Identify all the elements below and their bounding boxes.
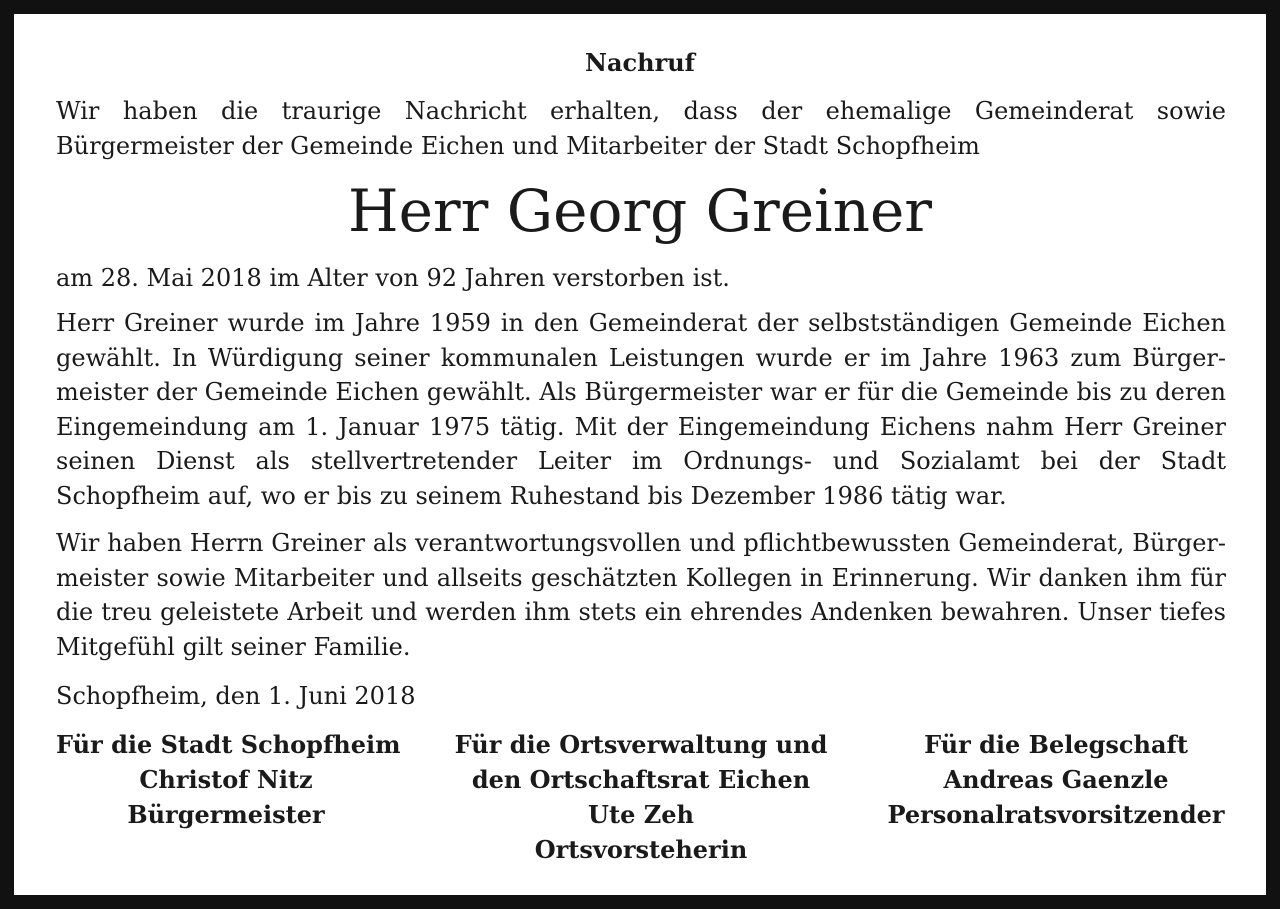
signatories [56, 727, 1226, 867]
signer-role: Personalratsvorsitzender [887, 800, 1225, 829]
signer-local-administration [431, 727, 851, 867]
signer-role: Ortsvorsteherin [534, 835, 748, 864]
signer-city [56, 727, 401, 867]
signer-person: Ute Zeh [588, 800, 694, 829]
signer-role: Bürgermeister [127, 800, 325, 829]
death-date-line: am 28. Mai 2018 im Alter von 92 Jahren verstorben ist. [56, 264, 730, 292]
tribute-paragraph: Wir haben Herrn Greiner als verantwortungsvollen und pflichtbewussten Gemeinderat, Bürgermeister sowie Mitarbeiter und allseits geschätzten Kollegen in Erinnerung. Wir danken ihm für die treu geleistete Arbeit und werden ihm stets ein ehrendes Andenken bewahren. Unser tiefes Mitgefühl gilt seiner Familie. [56, 529, 1226, 661]
signer-staff [886, 727, 1226, 867]
obituary-notice [14, 14, 1266, 895]
signer-person: Christof Nitz [139, 765, 313, 794]
notice-heading: Nachruf [585, 48, 695, 77]
signer-organization: Für die Belegschaft [924, 730, 1188, 759]
signer-person: Andreas Gaenzle [943, 765, 1169, 794]
biography-paragraph: Herr Greiner wurde im Jahre 1959 in den Gemeinderat der selbstständigen Gemeinde Eichen gewählt. In Würdigung seiner kommunalen Leistungen wurde er im Jahre 1963 zum Bürgermeister der Gemeinde Eichen gewählt. Als Bürgermeister war er für die Gemeinde bis zu deren Eingemeindung am 1. Januar 1975 tätig. Mit der Eingemeindung Eichens nahm Herr Greiner seinen Dienst als stellvertretender Leiter im Ordnungs- und Sozialamt bei der Stadt Schopfheim auf, wo er bis zu seinem Ruhestand bis Dezember 1986 tätig war. [56, 309, 1226, 510]
signer-organization: Für die Stadt Schopfheim [56, 730, 401, 759]
signer-organization: Für die Ortsverwaltung und [454, 730, 828, 759]
place-and-date: Schopfheim, den 1. Juni 2018 [56, 682, 416, 710]
signer-organization-continued: den Ortschaftsrat Eichen [471, 765, 811, 794]
intro-text: Wir haben die traurige Nachricht erhalten, dass der ehemalige Gemeinderat sowie Bürgermeister der Gemeinde Eichen und Mitarbeiter der Stadt Schopfheim [56, 97, 1226, 160]
deceased-name: Herr Georg Greiner [348, 177, 932, 245]
